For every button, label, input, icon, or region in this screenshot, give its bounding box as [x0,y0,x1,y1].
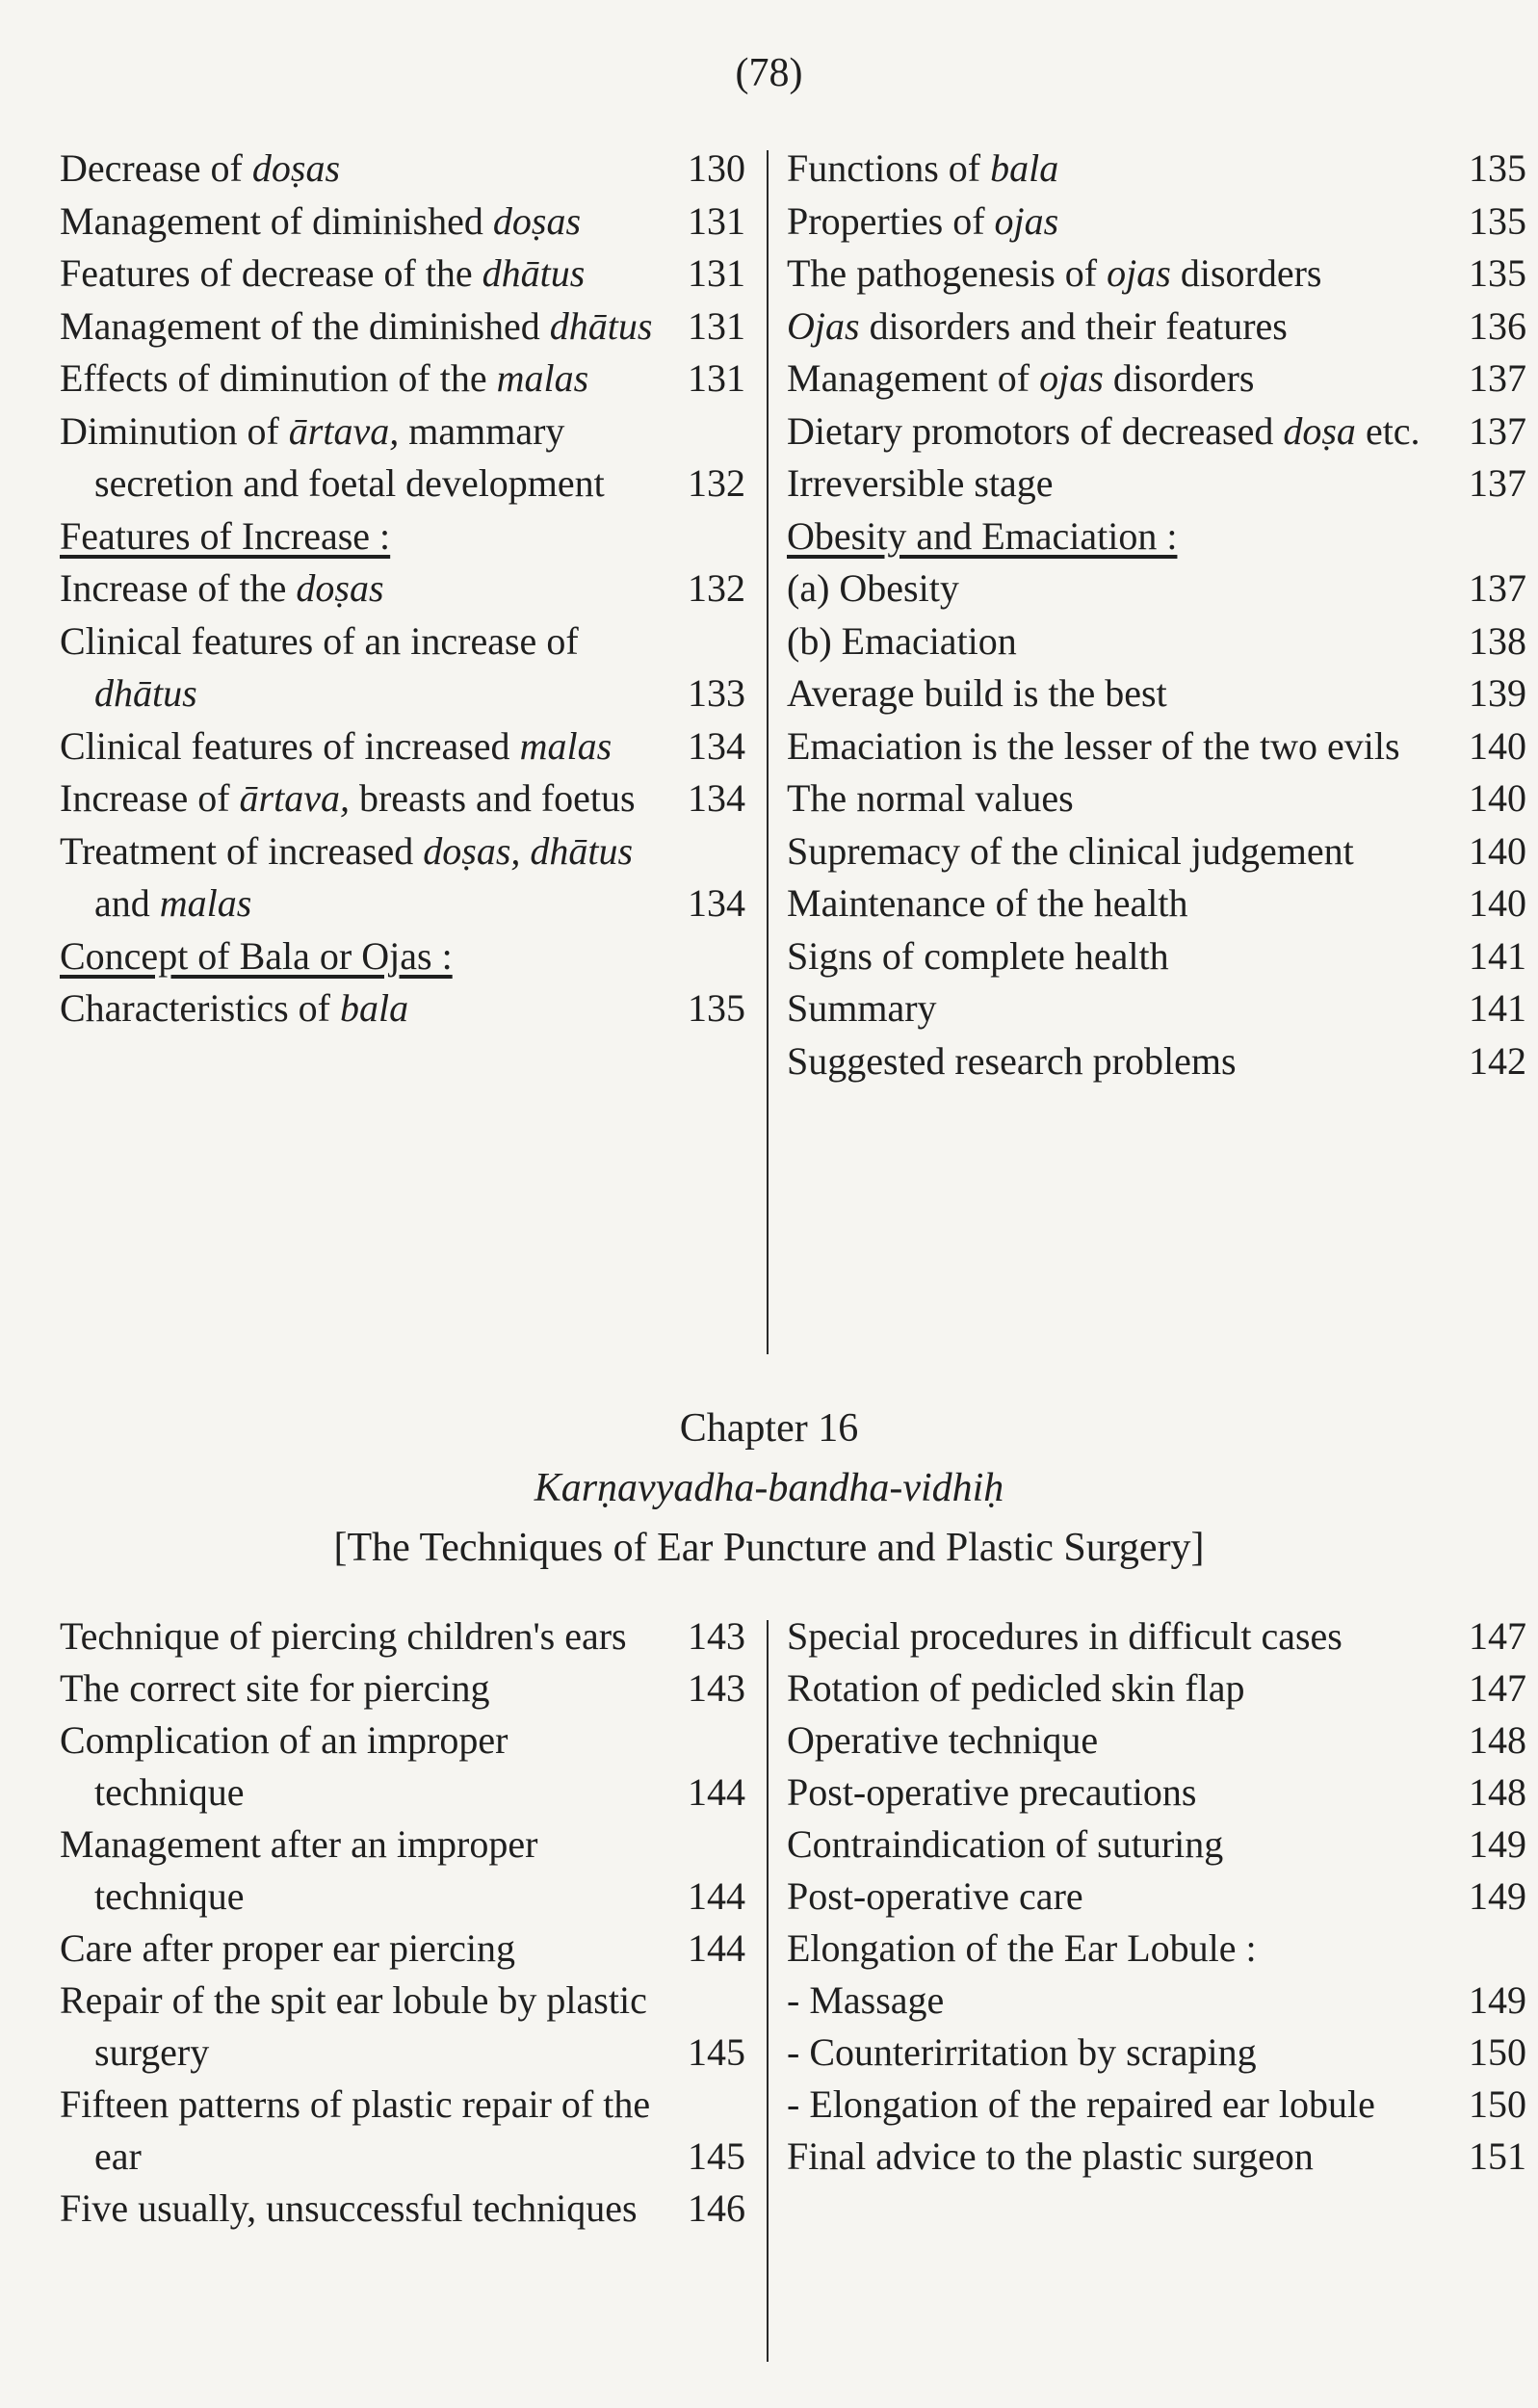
toc-entry[interactable] [60,1714,745,1819]
toc-entry[interactable] [60,143,745,196]
toc-entry-title [60,1610,657,1662]
toc-entry-title [787,982,1438,1035]
column-divider [767,150,769,1354]
toc-entry-page: 138 [1469,618,1526,663]
toc-section-heading [787,1923,1526,1975]
toc-entry-text: Decrease of [60,146,252,190]
toc-entry-text: Summary [787,986,937,1030]
toc-entry[interactable] [60,563,745,615]
toc-entry-text: Maintenance of the health [787,881,1188,925]
toc-entry[interactable] [787,1871,1526,1923]
toc-entry-text: disorders [1170,251,1322,295]
toc-entry-page: 148 [1469,1770,1526,1814]
toc-entry[interactable] [787,2131,1526,2183]
toc-entry-text: Post-operative care [787,1874,1083,1918]
toc-entry-page: 131 [688,303,745,348]
toc-section-heading-text: Concept of Bala or Ojas : [60,933,453,978]
toc-entry[interactable] [60,1662,745,1714]
toc-entry-title [787,248,1438,301]
toc-entry-text: Care after proper ear piercing [60,1926,516,1970]
toc-entry-text: The correct site for piercing [60,1666,490,1710]
toc-entry-title [60,1923,657,1975]
toc-entry[interactable] [60,2079,745,2183]
toc-entry-title [787,667,1438,720]
toc-entry-text: Supremacy of the clinical judgement [787,828,1354,873]
toc-entry[interactable] [787,301,1526,353]
toc-entry-title [787,563,1438,615]
toc-entry[interactable] [60,196,745,249]
toc-entry-title [60,1662,657,1714]
toc-entry-title [60,615,657,720]
toc-entry-text: Special procedures in difficult cases [787,1614,1342,1658]
toc-entry-page: 134 [688,723,745,768]
toc-entry-page: 150 [1469,2082,1526,2126]
toc-entry-text: Management of diminished [60,198,493,243]
toc-entry-text: Irreversible stage [787,461,1054,505]
toc-right-column [787,1610,1526,2183]
toc-entry-text: Properties of [787,198,995,243]
toc-entry-title [60,772,657,825]
toc-entry-title [787,615,1438,668]
toc-entry[interactable] [787,563,1526,615]
toc-entry[interactable] [787,720,1526,773]
toc-entry-title [787,2027,1438,2079]
toc-entry-page: 130 [688,146,745,190]
toc-entry-page: 137 [1469,566,1526,610]
toc-entry-text: The normal values [787,776,1074,820]
toc-entry-page: 132 [688,461,745,505]
toc-entry[interactable] [60,1610,745,1662]
toc-entry-text: Contraindication of suturing [787,1822,1224,1866]
toc-entry-term: malas [496,356,589,400]
toc-entry-text: and [94,881,160,925]
toc-entry-title [60,406,657,510]
toc-entry-term: doṣa [1283,408,1356,453]
toc-entry-term: malas [519,723,613,768]
toc-entry-page: 140 [1469,881,1526,925]
toc-entry[interactable] [787,1610,1526,1662]
toc-entry[interactable] [787,1714,1526,1767]
toc-entry[interactable] [787,877,1526,930]
toc-entry-term: doṣas [492,198,582,243]
toc-entry[interactable] [787,930,1526,983]
toc-entry[interactable] [60,1923,745,1975]
toc-section-heading-text: Features of Increase : [60,513,391,558]
toc-entry-text: Final advice to the plastic surgeon [787,2134,1314,2178]
toc-entry-page: 145 [688,2030,745,2074]
toc-entry-page: 150 [1469,2030,1526,2074]
toc-entry-title [787,1871,1438,1923]
toc-entry-page: 135 [688,986,745,1030]
toc-entry[interactable] [60,1819,745,1923]
page-number: (78) [735,51,803,95]
toc-entry-term: ārtava, [239,776,350,820]
toc-entry-title [787,406,1438,458]
toc-entry-term: ojas [1107,251,1171,295]
chapter-label: Chapter 16 [679,1406,859,1451]
toc-entry-text: Effects of diminution of the [60,356,497,400]
toc-entry-text: Treatment of increased [60,828,424,873]
toc-entry-page: 131 [688,198,745,243]
toc-entry-text: Dietary promotors of decreased [787,408,1284,453]
toc-entry-title [60,563,657,615]
toc-entry-text: - Elongation of the repaired ear lobule [787,2082,1375,2126]
toc-left-column [60,143,745,1035]
chapter-header [0,1399,1538,1578]
toc-entry[interactable] [787,196,1526,249]
toc-entry[interactable] [787,143,1526,196]
toc-entry[interactable] [787,2027,1526,2079]
toc-entry-term: dhātus [482,251,586,295]
toc-entry-page: 141 [1469,933,1526,978]
toc-entry-page: 133 [688,671,745,715]
toc-entry-text: Increase of the [60,566,297,610]
toc-entry-text: Clinical features of increased [60,723,520,768]
toc-entry[interactable] [787,772,1526,825]
toc-entry-title [60,1714,657,1819]
toc-entry-title [60,982,657,1035]
toc-entry-title [60,1975,657,2079]
toc-entry-page: 144 [688,1926,745,1970]
toc-entry-title [787,196,1438,249]
toc-entry[interactable] [60,825,745,930]
toc-entry-title [787,353,1438,406]
toc-entry-text: Management after an improper technique [60,1822,538,1918]
toc-entry[interactable] [787,615,1526,668]
toc-entry-page: 149 [1469,1978,1526,2022]
toc-entry-text: The pathogenesis of [787,251,1108,295]
toc-entry-page: 144 [688,1770,745,1814]
toc-entry-title [787,458,1438,510]
toc-entry[interactable] [60,248,745,301]
toc-entry-text: Clinical features of an increase of [60,618,579,663]
toc-entry[interactable] [60,353,745,406]
toc-entry-term: malas [159,881,252,925]
toc-entry-text: disorders and their features [859,303,1288,348]
toc-entry-text: Operative technique [787,1718,1099,1762]
toc-entry-term: dhātus [94,671,197,715]
toc-entry-title [787,1035,1438,1088]
toc-entry-title [787,2079,1438,2131]
toc-entry-text: breasts and foetus [349,776,636,820]
toc-entry-text: Repair of the spit ear lobule by plastic surgery [60,1978,647,2074]
toc-entry-page: 143 [688,1666,745,1710]
toc-entry[interactable] [787,825,1526,878]
toc-entry[interactable] [787,248,1526,301]
toc-entry[interactable] [787,1662,1526,1714]
toc-entry[interactable] [60,772,745,825]
toc-entry-title [787,772,1438,825]
toc-entry-page: 131 [688,251,745,295]
toc-entry[interactable] [60,720,745,773]
toc-entry[interactable] [60,2183,745,2235]
toc-entry-text: - Massage [787,1978,945,2022]
toc-entry[interactable] [60,406,745,510]
toc-entry-page: 151 [1469,2134,1526,2178]
toc-entry-term: ojas [1039,356,1104,400]
toc-entry-text: Increase of [60,776,240,820]
toc-entry-page: 148 [1469,1718,1526,1762]
toc-entry[interactable] [60,1975,745,2079]
toc-entry-text: Post-operative precautions [787,1770,1197,1814]
toc-section-heading [60,930,745,983]
toc-entry-text: Technique of piercing children's ears [60,1614,627,1658]
toc-entry-title [787,143,1438,196]
toc-entry-page: 145 [688,2134,745,2178]
toc-entry-page: 141 [1469,986,1526,1030]
toc-entry-title [787,1610,1438,1662]
toc-entry-title [787,1819,1438,1871]
toc-entry-title [787,1975,1438,2027]
toc-entry-page: 140 [1469,828,1526,873]
toc-entry-term: dhātus [549,303,653,348]
toc-entry-text: Average build is the best [787,671,1167,715]
toc-entry-page: 149 [1469,1822,1526,1866]
toc-entry-page: 136 [1469,303,1526,348]
toc-entry[interactable] [787,982,1526,1035]
toc-entry-title [787,825,1438,878]
toc-entry-text: Emaciation is the lesser of the two evils [787,723,1400,768]
toc-entry[interactable] [787,667,1526,720]
toc-entry[interactable] [787,2079,1526,2131]
toc-entry-text: Rotation of pedicled skin flap [787,1666,1245,1710]
toc-entry-title [787,930,1438,983]
toc-entry-text: Management of [787,356,1040,400]
toc-entry-page: 147 [1469,1666,1526,1710]
toc-entry-page: 147 [1469,1614,1526,1658]
toc-entry[interactable] [60,615,745,720]
toc-entry-term: bala [340,986,409,1030]
toc-entry-page: 143 [688,1614,745,1658]
toc-entry-text: Five usually, unsuccessful techniques [60,2186,638,2230]
toc-entry-page: 139 [1469,671,1526,715]
toc-entry-page: 134 [688,776,745,820]
toc-entry-title [787,720,1438,773]
toc-entry-page: 137 [1469,461,1526,505]
toc-entry[interactable] [787,353,1526,406]
toc-entry[interactable] [787,1819,1526,1871]
toc-entry-page: 149 [1469,1874,1526,1918]
toc-entry-text: Signs of complete health [787,933,1169,978]
toc-entry-page: 146 [688,2186,745,2230]
toc-section-heading [787,510,1526,563]
toc-entry-title [60,248,657,301]
toc-entry-page: 135 [1469,198,1526,243]
toc-entry-term: Ojas [787,303,860,348]
toc-entry-page: 137 [1469,356,1526,400]
toc-entry-page: 140 [1469,723,1526,768]
toc-entry-page: 137 [1469,408,1526,453]
toc-entry[interactable] [60,301,745,353]
toc-entry-page: 131 [688,356,745,400]
toc-entry-title [787,1714,1438,1767]
toc-entry[interactable] [60,982,745,1035]
toc-entry-text: - Counterirritation by scraping [787,2030,1257,2074]
toc-entry[interactable] [787,458,1526,510]
toc-entry-title [60,1819,657,1923]
toc-entry-page: 140 [1469,776,1526,820]
toc-entry-text: mammary secretion and foetal development [94,408,605,505]
chapter-subtitle: [The Techniques of Ear Puncture and Plastic Surgery] [333,1526,1205,1570]
column-divider [767,1620,769,2362]
toc-left-column [60,1610,745,2235]
toc-entry-term: doṣas [251,146,341,190]
toc-entry[interactable] [787,1975,1526,2027]
toc-entry-text: (b) Emaciation [787,618,1017,663]
toc-entry-text: disorders [1103,356,1255,400]
toc-entry-text: (a) Obesity [787,566,959,610]
toc-entry-text: Characteristics of [60,986,340,1030]
toc-section-heading-text: Elongation of the Ear Lobule : [787,1926,1257,1970]
toc-entry-term: bala [990,146,1059,190]
toc-entry-title [60,2183,657,2235]
toc-entry-term: ojas [994,198,1059,243]
toc-entry-title [787,1767,1438,1819]
toc-entry-page: 135 [1469,251,1526,295]
toc-entry-page: 134 [688,881,745,925]
toc-entry-page: 135 [1469,146,1526,190]
toc-entry-title [60,196,657,249]
toc-entry-text: Features of decrease of the [60,251,482,295]
toc-entry-page: 132 [688,566,745,610]
toc-entry-text: Management of the diminished [60,303,550,348]
toc-entry-text: Diminution of [60,408,289,453]
toc-entry-title [60,2079,657,2183]
toc-entry-title [787,1662,1438,1714]
toc-entry-page: 142 [1469,1038,1526,1083]
toc-entry-text: Functions of [787,146,991,190]
toc-entry-term: ārtava, [288,408,400,453]
toc-entry-term: doṣas [296,566,384,610]
toc-entry-text: Complication of an improper technique [60,1718,508,1814]
toc-entry-title [787,301,1438,353]
chapter-title: Karṇavyadha-bandha-vidhiḥ [534,1466,1004,1510]
toc-entry[interactable] [787,1035,1526,1088]
toc-section-heading-text: Obesity and Emaciation : [787,513,1178,558]
toc-entry-title [60,143,657,196]
toc-entry-text: Fifteen patterns of plastic repair of the ear [60,2082,651,2178]
toc-entry-title [60,720,657,773]
toc-entry-text: Suggested research problems [787,1038,1237,1083]
toc-section-heading [60,510,745,563]
toc-entry-page: 144 [688,1874,745,1918]
toc-entry[interactable] [787,1767,1526,1819]
toc-right-column [787,143,1526,1087]
toc-entry-title [60,301,657,353]
toc-entry-title [60,353,657,406]
toc-entry-title [787,2131,1438,2183]
toc-entry[interactable] [787,406,1526,458]
toc-entry-title [787,877,1438,930]
toc-entry-term: doṣas, dhātus [423,828,634,873]
toc-entry-title [60,825,657,930]
toc-entry-text: etc. [1355,408,1421,453]
